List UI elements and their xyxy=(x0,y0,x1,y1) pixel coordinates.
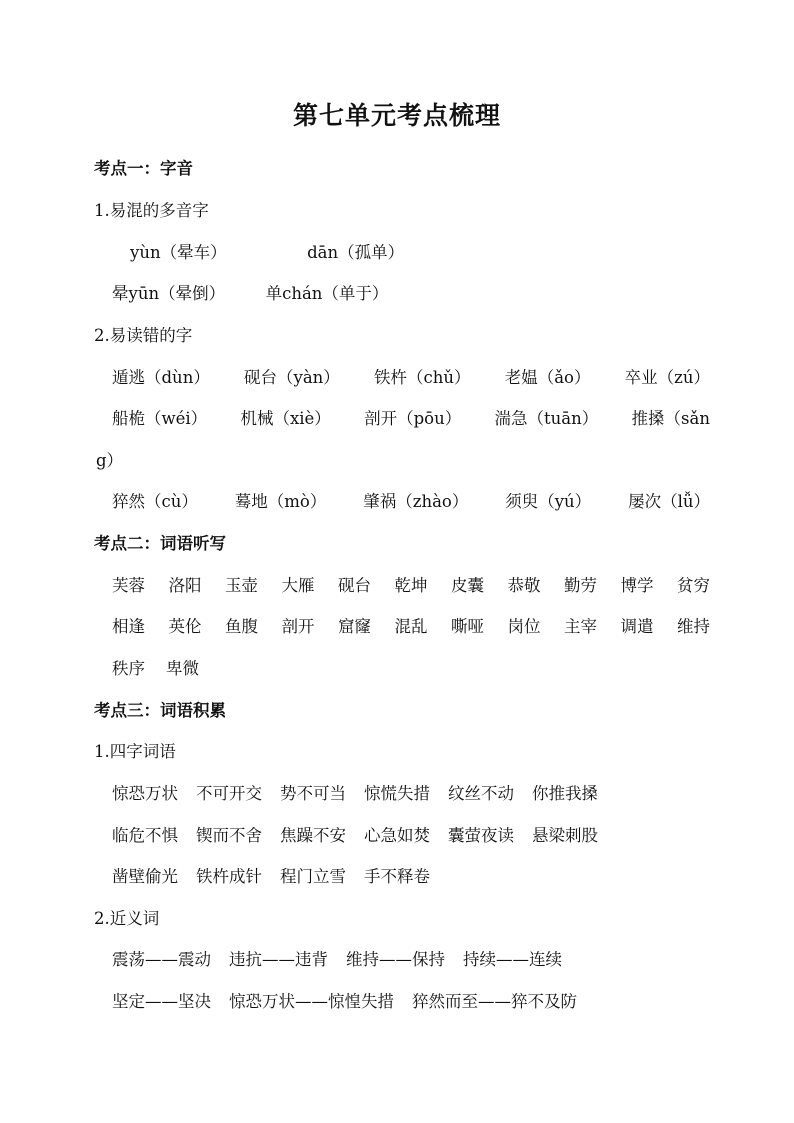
misread-item: 遁逃（dùn） xyxy=(112,368,210,387)
poly-row2-item: 晕yūn（晕倒） xyxy=(112,284,226,303)
section1-sub2: 2.易读错的字 xyxy=(94,326,193,345)
misread-item: 湍急（tuān） xyxy=(494,409,599,428)
dictation-word: 芙蓉 xyxy=(112,576,145,595)
idiom: 悬梁刺股 xyxy=(532,826,598,845)
dictation-word: 乾坤 xyxy=(394,576,428,595)
dictation-word: 岗位 xyxy=(507,617,541,636)
dictation-word: 博学 xyxy=(620,576,654,595)
misread-item: 须臾（yú） xyxy=(505,492,592,511)
dictation-word: 秩序 xyxy=(112,659,145,678)
synonym-pair: 猝然而至——猝不及防 xyxy=(412,992,577,1011)
dictation-word: 砚台 xyxy=(338,576,371,595)
misread-item: 船桅（wéi） xyxy=(112,409,208,428)
idiom: 纹丝不动 xyxy=(448,784,514,803)
synonym-row1 xyxy=(112,949,742,971)
idiom: 凿壁偷光 xyxy=(112,867,178,886)
idiom-row2 xyxy=(112,825,742,847)
misread-item: 推搡（sǎn xyxy=(631,409,710,428)
synonym-pair: 维持——保持 xyxy=(346,950,445,969)
idiom: 锲而不舍 xyxy=(196,826,262,845)
synonym-pair: 震荡——震动 xyxy=(112,950,211,969)
misread-row2-continuation: g） xyxy=(96,451,124,470)
section3-heading: 考点三：词语积累 xyxy=(94,701,226,720)
poly-row2 xyxy=(112,283,742,305)
idiom: 心急如焚 xyxy=(364,826,430,845)
synonym-pair: 持续——连续 xyxy=(463,950,562,969)
dictation-word: 洛阳 xyxy=(168,576,202,595)
dictation-word: 玉壶 xyxy=(225,576,258,595)
misread-item: 卒业（zú） xyxy=(624,368,710,387)
dictation-word: 贫穷 xyxy=(677,576,710,595)
synonym-row2 xyxy=(112,991,742,1013)
misread-item: 猝然（cù） xyxy=(112,492,198,511)
dictation-word: 英伦 xyxy=(168,617,202,636)
idiom: 焦躁不安 xyxy=(280,826,346,845)
misread-row2 xyxy=(112,408,742,430)
dictation-row1 xyxy=(112,575,742,597)
dictation-word: 维持 xyxy=(677,617,710,636)
section1-heading: 考点一：字音 xyxy=(94,159,193,178)
section1-sub1: 1.易混的多音字 xyxy=(94,201,209,220)
dictation-word: 恭敬 xyxy=(507,576,541,595)
section3-sub1: 1.四字词语 xyxy=(94,742,176,761)
idiom: 你推我搡 xyxy=(532,784,598,803)
poly-row1-item: yùn（晕车） xyxy=(130,243,227,262)
idiom: 囊萤夜读 xyxy=(448,826,514,845)
poly-row1-item: dān（孤单） xyxy=(307,243,405,262)
poly-row1 xyxy=(130,242,760,264)
dictation-word: 鱼腹 xyxy=(225,617,258,636)
poly-row2-item: 单chán（单于） xyxy=(265,284,389,303)
dictation-word: 大雁 xyxy=(281,576,315,595)
idiom-row3 xyxy=(112,866,742,888)
idiom-row1 xyxy=(112,783,742,805)
dictation-word: 主宰 xyxy=(564,617,597,636)
misread-item: 砚台（yàn） xyxy=(244,368,340,387)
synonym-pair: 坚定——坚决 xyxy=(112,992,211,1011)
dictation-word: 调遣 xyxy=(620,617,654,636)
idiom: 惊恐万状 xyxy=(112,784,178,803)
misread-item: 铁杵（chǔ） xyxy=(374,368,471,387)
dictation-row3 xyxy=(112,658,742,680)
section3-sub2: 2.近义词 xyxy=(94,909,160,928)
idiom: 惊慌失措 xyxy=(364,784,430,803)
section2-heading: 考点二：词语听写 xyxy=(94,534,226,553)
misread-row3 xyxy=(112,491,742,513)
dictation-word: 相逢 xyxy=(112,617,145,636)
dictation-word: 卑微 xyxy=(166,659,199,678)
dictation-word: 皮囊 xyxy=(451,576,484,595)
dictation-word: 嘶哑 xyxy=(451,617,484,636)
idiom: 势不可当 xyxy=(280,784,346,803)
misread-row1 xyxy=(112,367,742,389)
misread-item: 剖开（pōu） xyxy=(364,409,462,428)
idiom: 铁杵成针 xyxy=(196,867,262,886)
misread-item: 机械（xiè） xyxy=(240,409,331,428)
page-title: 第七单元考点梳理 xyxy=(292,101,501,130)
misread-item: 老媪（ǎo） xyxy=(504,368,591,387)
misread-item: 蓦地（mò） xyxy=(234,492,327,511)
misread-item: 肇祸（zhào） xyxy=(363,492,469,511)
idiom: 程门立雪 xyxy=(280,867,346,886)
synonym-pair: 惊恐万状——惊惶失措 xyxy=(229,992,394,1011)
misread-item: 屡次（lǚ） xyxy=(628,492,710,511)
idiom: 手不释卷 xyxy=(364,867,430,886)
dictation-row2 xyxy=(112,616,742,638)
dictation-word: 剖开 xyxy=(281,617,315,636)
dictation-word: 勤劳 xyxy=(564,576,597,595)
idiom: 临危不惧 xyxy=(112,826,178,845)
dictation-word: 窟窿 xyxy=(338,617,371,636)
idiom: 不可开交 xyxy=(196,784,262,803)
dictation-word: 混乱 xyxy=(394,617,428,636)
synonym-pair: 违抗——违背 xyxy=(229,950,328,969)
